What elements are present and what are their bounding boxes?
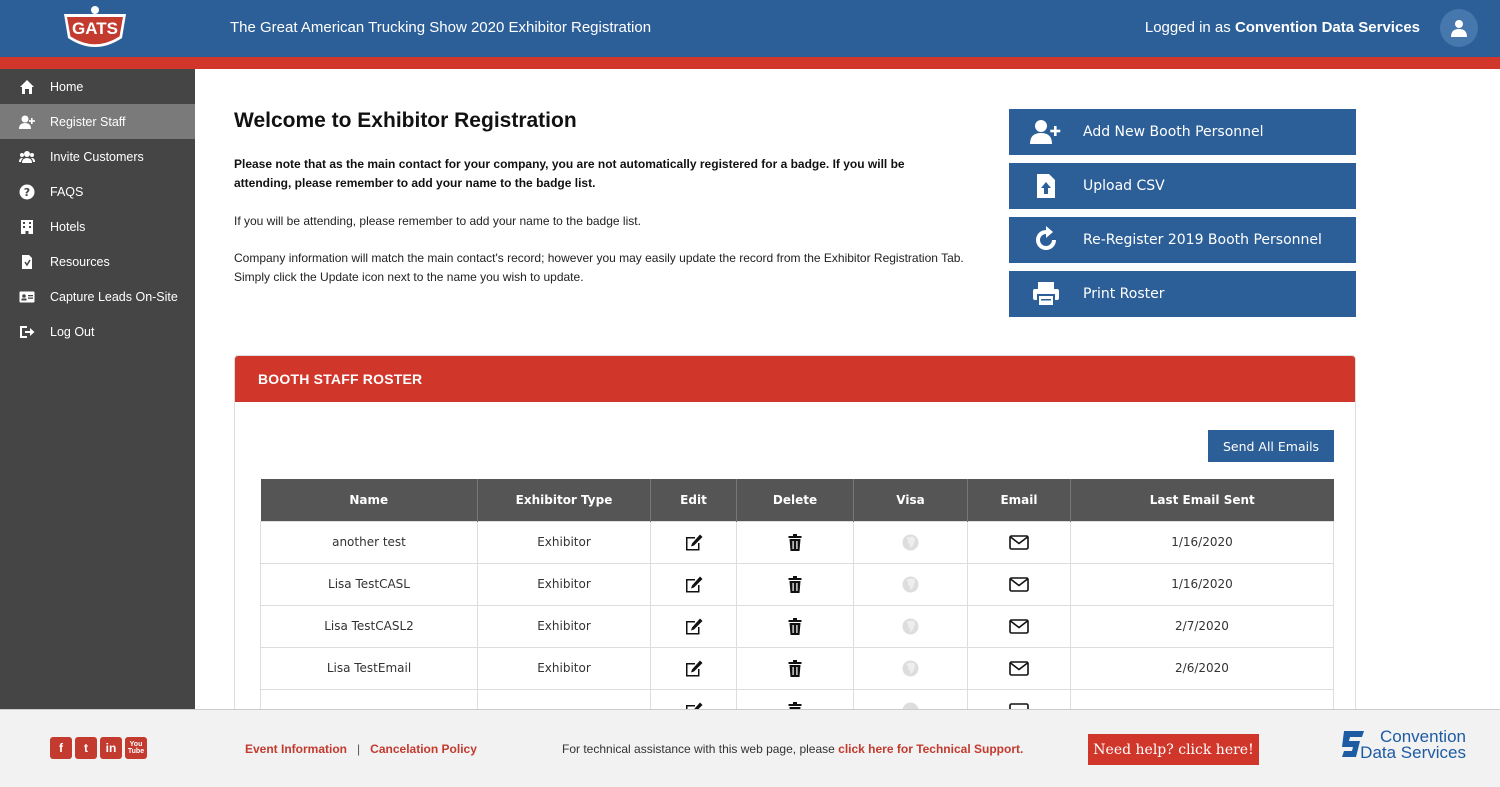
user-avatar[interactable] [1440, 9, 1478, 47]
edit-icon[interactable] [684, 576, 703, 593]
cds-logo-text [1354, 729, 1466, 761]
sidebar-item-label: Home [50, 79, 84, 94]
edit-icon[interactable] [684, 660, 703, 677]
redo-icon [1009, 226, 1083, 254]
envelope-icon[interactable] [1009, 619, 1029, 634]
company-info-line-2: Simply click the Update icon next to the name you wish to update. [234, 270, 584, 284]
app-title: The Great American Trucking Show 2020 Exhibitor Registration [230, 19, 652, 36]
tech-support-prefix: For technical assistance with this web page, please [562, 742, 835, 756]
column-header-exhibitor-type[interactable]: Exhibitor Type [478, 479, 651, 521]
envelope-icon[interactable] [1009, 577, 1029, 592]
cds-line-1: Convention [1379, 727, 1466, 746]
cell-exhibitor-type: Exhibitor [478, 647, 651, 689]
linkedin-icon[interactable]: in [100, 737, 122, 759]
print-icon [1009, 281, 1083, 307]
roster-body [261, 521, 1334, 715]
login-prefix: Logged in as [1144, 19, 1231, 36]
add-new-booth-personnel-button[interactable] [1009, 109, 1356, 155]
cell-last-email-sent: 2/6/2020 [1071, 647, 1334, 689]
visa-cell [854, 521, 968, 563]
trash-icon[interactable] [788, 576, 802, 593]
edit-icon[interactable] [684, 618, 703, 635]
badge-notice: Please note that as the main contact for your company, you are not automatically registered for a badge. If you will be attending, please remember to add your name to the badge list. [234, 157, 905, 190]
visa-cell [854, 605, 968, 647]
edit-cell [651, 521, 737, 563]
edit-cell [651, 605, 737, 647]
globe-icon[interactable] [902, 534, 919, 551]
cell-name: Lisa TestEmail [261, 647, 478, 689]
sidebar-item-resources[interactable] [0, 244, 195, 279]
user-plus-icon [18, 113, 36, 131]
footer [0, 709, 1500, 787]
company-info-notice [234, 249, 964, 287]
tech-support-link[interactable]: click here for Technical Support. [838, 742, 1024, 756]
cds-line-2: Data Services [1360, 743, 1466, 762]
action-label: Add New Booth Personnel [1083, 124, 1264, 140]
top-header [0, 0, 1500, 57]
column-header-name[interactable]: Name [261, 479, 478, 521]
tech-support-text [562, 742, 1023, 756]
trash-icon[interactable] [788, 534, 802, 551]
table-row [261, 521, 1334, 563]
edit-cell [651, 647, 737, 689]
column-header-edit: Edit [651, 479, 737, 521]
table-header-row [261, 479, 1334, 521]
edit-cell [651, 563, 737, 605]
sidebar-item-register-staff[interactable] [0, 104, 195, 139]
attending-notice: If you will be attending, please remember to add your name to the badge list. [234, 214, 641, 228]
sidebar-item-log-out[interactable] [0, 314, 195, 349]
visa-cell [854, 647, 968, 689]
column-header-visa: Visa [854, 479, 968, 521]
svg-text:?: ? [23, 185, 31, 199]
globe-icon[interactable] [902, 576, 919, 593]
login-user: Convention Data Services [1234, 19, 1420, 36]
users-icon [18, 148, 36, 166]
twitter-icon[interactable]: t [75, 737, 97, 759]
email-cell [968, 647, 1071, 689]
user-icon [1450, 19, 1468, 37]
envelope-icon[interactable] [1009, 535, 1029, 550]
cell-exhibitor-type: Exhibitor [478, 563, 651, 605]
cancelation-policy-link[interactable]: Cancelation Policy [370, 742, 477, 756]
roster-table [260, 479, 1334, 715]
sidebar-item-label: Log Out [50, 324, 95, 339]
sidebar-item-label: FAQS [50, 184, 84, 199]
social-links [50, 737, 147, 759]
action-label: Re-Register 2019 Booth Personnel [1083, 232, 1322, 248]
globe-icon[interactable] [902, 660, 919, 677]
need-help-button[interactable]: Need help? click here! [1088, 734, 1259, 765]
cell-last-email-sent: 1/16/2020 [1071, 563, 1334, 605]
id-card-icon [18, 288, 36, 306]
footer-separator: | [357, 742, 361, 756]
cell-name: Lisa TestCASL [261, 563, 478, 605]
print-roster-button[interactable] [1009, 271, 1356, 317]
home-icon [18, 78, 36, 96]
send-all-emails-button[interactable]: Send All Emails [1208, 430, 1334, 462]
header-stripe [0, 57, 1500, 69]
booth-staff-roster-card [234, 355, 1356, 715]
sidebar-item-hotels[interactable] [0, 209, 195, 244]
table-row [261, 647, 1334, 689]
building-icon [18, 218, 36, 236]
file-icon [18, 253, 36, 271]
cell-name: Lisa TestCASL2 [261, 605, 478, 647]
user-plus-icon [1009, 119, 1083, 145]
company-info-line-1: Company information will match the main contact's record; however you may easily update the record from the Exhibitor Registration Tab. [234, 251, 964, 265]
sidebar-item-label: Resources [50, 254, 110, 269]
column-header-delete: Delete [737, 479, 854, 521]
sidebar-item-faqs[interactable] [0, 174, 195, 209]
sidebar [0, 69, 195, 709]
sidebar-item-capture-leads[interactable] [0, 279, 195, 314]
login-status [1145, 19, 1420, 36]
event-information-link[interactable]: Event Information [245, 742, 348, 756]
sidebar-item-home[interactable] [0, 69, 195, 104]
action-label: Upload CSV [1083, 178, 1165, 194]
youtube-icon[interactable]: You Tube [125, 737, 147, 759]
visa-cell [854, 563, 968, 605]
edit-icon[interactable] [684, 534, 703, 551]
gats-logo[interactable] [58, 4, 132, 54]
action-label: Print Roster [1083, 286, 1165, 302]
table-row [261, 563, 1334, 605]
file-upload-icon [1009, 173, 1083, 199]
svg-text:GATS: GATS [72, 19, 118, 38]
column-header-last-email-sent[interactable]: Last Email Sent [1071, 479, 1334, 521]
cell-exhibitor-type: Exhibitor [478, 521, 651, 563]
convention-data-services-logo[interactable] [1340, 729, 1470, 773]
facebook-icon[interactable]: f [50, 737, 72, 759]
delete-cell [737, 563, 854, 605]
cell-exhibitor-type: Exhibitor [478, 605, 651, 647]
re-register-button[interactable] [1009, 217, 1356, 263]
upload-csv-button[interactable] [1009, 163, 1356, 209]
page-title: Welcome to Exhibitor Registration [234, 109, 577, 132]
email-cell [968, 563, 1071, 605]
sidebar-item-label: Capture Leads On-Site [50, 289, 178, 304]
globe-icon[interactable] [902, 618, 919, 635]
sidebar-item-invite-customers[interactable] [0, 139, 195, 174]
trash-icon[interactable] [788, 618, 802, 635]
column-header-email: Email [968, 479, 1071, 521]
logout-icon [18, 323, 36, 341]
delete-cell [737, 521, 854, 563]
footer-links [245, 742, 477, 756]
email-cell [968, 521, 1071, 563]
email-cell [968, 605, 1071, 647]
cell-last-email-sent: 1/16/2020 [1071, 521, 1334, 563]
delete-cell [737, 647, 854, 689]
cell-name: another test [261, 521, 478, 563]
question-icon [18, 183, 36, 201]
cell-last-email-sent: 2/7/2020 [1071, 605, 1334, 647]
trash-icon[interactable] [788, 660, 802, 677]
delete-cell [737, 605, 854, 647]
sidebar-item-label: Hotels [50, 219, 86, 234]
sidebar-item-label: Invite Customers [50, 149, 144, 164]
roster-title: BOOTH STAFF ROSTER [235, 356, 1355, 402]
table-row [261, 605, 1334, 647]
envelope-icon[interactable] [1009, 661, 1029, 676]
sidebar-item-label: Register Staff [50, 114, 126, 129]
